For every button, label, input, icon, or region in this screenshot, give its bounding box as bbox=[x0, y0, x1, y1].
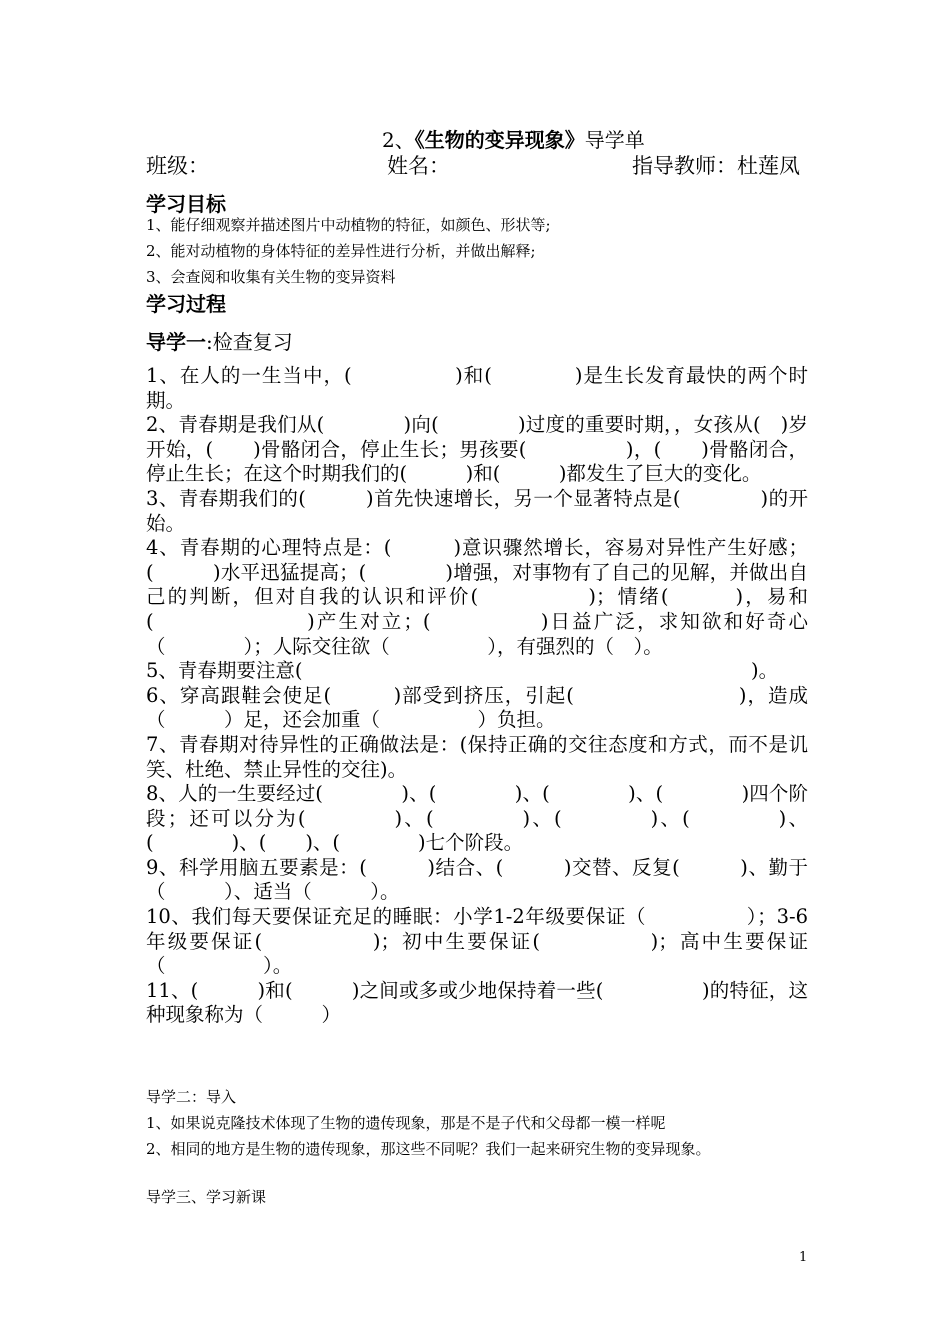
question-item: 4、青春期的心理特点是：( )意识骤然增长，容易对异性产生好感；( )水平迅猛提高；( )增强，对事物有了自己的见解，并做出自己的判断，但对自我的认识和评价( )；情绪( )，易和( )产生对立；( )日益广泛，求知欲和好奇心（ ）；人际交往欲（ ），有强烈的（ ）。 bbox=[146, 536, 808, 658]
goals-heading: 学习目标 bbox=[146, 192, 226, 216]
goal-item: 1、能仔细观察并描述图片中动植物的特征，如颜色、形状等; bbox=[146, 216, 551, 234]
name-label: 姓名： bbox=[387, 154, 450, 178]
section1-heading bbox=[146, 326, 293, 355]
question-item: 1、在人的一生当中，( )和( )是生长发育最快的两个时期。 bbox=[146, 364, 808, 412]
question-item: 9、科学用脑五要素是：( )结合、( )交替、反复( )、勤于（ ）、适当（ ）。 bbox=[146, 855, 808, 904]
question-item: 7、青春期对待异性的正确做法是：(保持正确的交往态度和方式，而不是讥笑、杜绝、禁止异性的交往)。 bbox=[146, 732, 808, 781]
goal-item: 2、能对动植物的身体特征的差异性进行分析，并做出解释; bbox=[146, 242, 536, 260]
document-title bbox=[382, 124, 645, 153]
intro-item: 1、如果说克隆技术体现了生物的遗传现象，那是不是子代和父母都一模一样呢 bbox=[146, 1114, 666, 1132]
page-number: 1 bbox=[799, 1250, 808, 1265]
section2-list bbox=[146, 1110, 808, 1162]
process-heading: 学习过程 bbox=[146, 292, 226, 316]
title-number: 2、 bbox=[382, 128, 415, 152]
question-item: 2、青春期是我们从( )向( )过度的重要时期，，女孩从( )岁开始，( )骨骼闭合，停止生长；男孩要( )，( )骨骼闭合，停止生长；在这个时期我们的( )和( )都发生了巨大的变化。 bbox=[146, 413, 808, 486]
question-item: 10、我们每天要保证充足的睡眠：小学1-2年级要保证（ ）；3-6年级要保证( )；初中生要保证( )；高中生要保证（ ）。 bbox=[146, 905, 808, 978]
question-item: 5、青春期要注意( )。 bbox=[146, 659, 779, 683]
question-item: 11、( )和( )之间或多或少地保持着一些( )的特征，这种现象称为（ ） bbox=[146, 978, 808, 1027]
goal-item: 3、会查阅和收集有关生物的变异资料 bbox=[146, 268, 396, 286]
title-suffix: 导学单 bbox=[584, 128, 645, 152]
section1-label: 导学一 bbox=[146, 330, 206, 354]
question-item: 8、人的一生要经过( )、( )、( )、( )四个阶段；还可以分为( )、( )、( )、( )、( )、( )、( )七个阶段。 bbox=[146, 782, 808, 855]
title-main: 《生物的变异现象》 bbox=[414, 128, 585, 152]
teacher-label: 指导教师：杜莲凤 bbox=[632, 154, 800, 178]
intro-item: 2、相同的地方是生物的遗传现象，那这些不同呢？我们一起来研究生物的变异现象。 bbox=[146, 1140, 711, 1158]
section1-title: :检查复习 bbox=[206, 330, 293, 354]
section2-heading: 导学二：导入 bbox=[146, 1088, 237, 1106]
question-item: 6、穿高跟鞋会使足( )部受到挤压，引起( )，造成（ ）足，还会加重（ ）负担。 bbox=[146, 683, 808, 732]
question-item: 3、青春期我们的( )首先快速增长，另一个显著特点是( )的开始。 bbox=[146, 486, 808, 535]
class-label: 班级： bbox=[146, 154, 209, 178]
section3-heading: 导学三、学习新课 bbox=[146, 1188, 267, 1206]
review-questions bbox=[146, 364, 808, 1028]
goals-list bbox=[146, 212, 551, 290]
